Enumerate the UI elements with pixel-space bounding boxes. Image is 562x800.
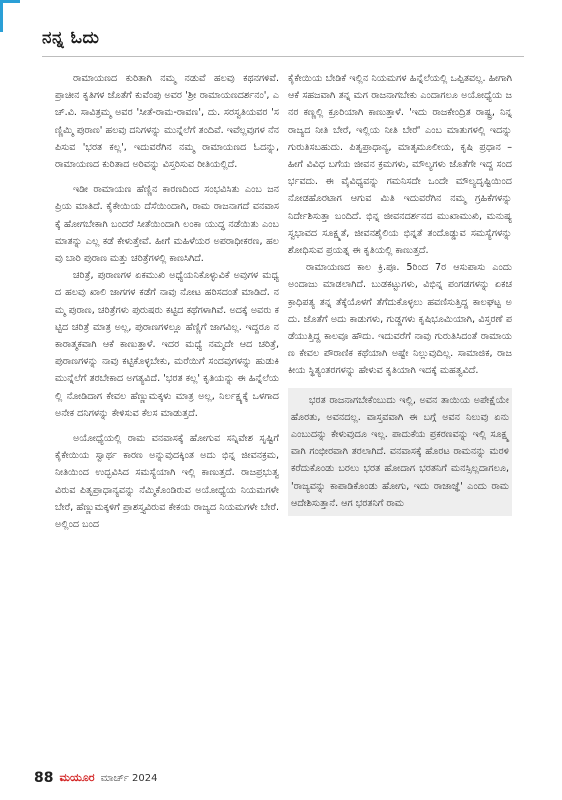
right-paragraph-1: ಕೈಕೇಯಿಯ ಬೇಡಿಕೆ ಇಲ್ಲಿನ ನಿಯಮಗಳ ಹಿನ್ನೆಲೆಯಲ್ಲಿ ಒಪ್ಪಿತವಲ್ಲ. ಹೀಗಾಗಿ ಆಕೆ ಸಹಜವಾಗಿ ತನ್ನ ಮಗ ರಾಜನಾಗಬೇಕು ಎಂದಾಗಲೂ ಅಯೋಧ್ಯೆಯ ಜನರ ಕಣ್ಣಲ್ಲಿ ಕ್ರೂರಿಯಾಗಿ ಕಾಣುತ್ತಾಳೆ. 'ಇದು ರಾಜಕೇಂದ್ರಿತ ರಾಷ್ಟ್ರ, ನಿನ್ನ ರಾಜ್ಯದ ನೀತಿ ಬೇರೆ, ಇಲ್ಲಿಯ ನೀತಿ ಬೇರೆ' ಎಂಬ ಮಾತುಗಳಲ್ಲಿ ಇದನ್ನು ಗುರುತಿಸಬಹುದು. ಪಿತೃಪ್ರಾಧಾನ್ಯ, ಮಾತೃಮೂಲೀಯ, ಕೃಷಿ ಪ್ರಧಾನ – ಹೀಗೆ ವಿವಿಧ ಬಗೆಯ ಜೀವನ ಕ್ರಮಗಳು, ಮೌಲ್ಯಗಳು ಜೊತೆಗೇ ಇದ್ದ ಸಂದರ್ಭವದು. ಈ ವೈವಿಧ್ಯವನ್ನು ಗಮನಿಸದೇ ಒಂದೇ ಮೌಲ್ಯದೃಷ್ಟಿಯಿಂದ ನೋಡಹೊರಟಾಗ ಆಗುವ ಮಿತಿ ಇದುವರೆಗಿನ ನಮ್ಮ ಗ್ರಹಿಕೆಗಳನ್ನು ನಿರ್ದೇಶಿಸುತ್ತಾ ಬಂದಿದೆ. ಭಿನ್ನ ಜೀವನದರ್ಶನದ ಮುಖಾಮುಖಿ, ಮನುಷ್ಯ ಸ್ವಭಾವದ ಸೂಕ್ಷ್ಮತೆ, ಜೀವನಶೈಲಿಯ ಭಿನ್ನತೆ ತಂದೊಡ್ಡುವ ಸಮಸ್ಯೆಗಳನ್ನು ಶೋಧಿಸುವ ಪ್ರಯತ್ನ ಈ ಕೃತಿಯಲ್ಲಿ ಕಾಣುತ್ತದೆ. [288, 73, 512, 257]
corner-accent [0, 0, 20, 32]
left-paragraph-4: ಅಯೋಧ್ಯೆಯಲ್ಲಿ ರಾಮ ವನವಾಸಕ್ಕೆ ಹೋಗುವ ಸನ್ನಿವೇಶ ಸೃಷ್ಟಿಗೆ ಕೈಕೇಯಿಯ ಸ್ವಾರ್ಥ ಕಾರಣ ಅನ್ನುವುದಕ್ಕಿಂತ ಅದು ಭಿನ್ನ ಜೀವನಕ್ರಮ, ನೀತಿಯಿಂದ ಉದ್ಭವಿಸಿದ ಸಮಸ್ಯೆಯಾಗಿ ಇಲ್ಲಿ ಕಾಣುತ್ತದೆ. ರಾಜಪ್ರಭುತ್ವವಿರುವ ಪಿತೃಪ್ರಾಧಾನ್ಯವನ್ನು ನೆಮ್ಮಿಕೊಂಡಿರುವ ಅಯೋಧ್ಯೆಯ ನಿಯಮಗಳೇ ಬೇರೆ, ಹೆಣ್ಣುಮಕ್ಕಳಿಗೆ ಪ್ರಾಶಸ್ತ್ಯವಿರುವ ಕೇಕಯ ರಾಜ್ಯದ ನಿಯಮಗಳೇ ಬೇರೆ. ಅಲ್ಲಿಂದ ಬಂದ [55, 433, 279, 531]
page-footer [34, 766, 158, 790]
left-paragraph-2: ಇಡೀ ರಾಮಾಯಣ ಹೆಣ್ಣಿನ ಕಾರಣದಿಂದ ಸಂಭವಿಸಿತು ಎಂಬ ಜನಪ್ರಿಯ ಮಾತಿದೆ. ಕೈಕೇಯಿಯ ದೆಸೆಯಿಂದಾಗಿ, ರಾಮ ರಾಜನಾಗದೆ ವನವಾಸಕ್ಕೆ ಹೋಗಬೇಕಾಗಿ ಬಂದರೆ ಸೀತೆಯಿಂದಾಗಿ ಲಂಕಾ ಯುದ್ಧ ನಡೆಯಿತು ಎಂಬ ಮಾತನ್ನು ಎಲ್ಲ ಕಡೆ ಕೇಳುತ್ತೇವೆ. ಹೀಗೆ ಮಹಿಳೆಯರ ಅಪರಾಧೀಕರಣ, ಹಲವು ಬಾರಿ ಪುರಾಣ ಮತ್ತು ಚರಿತ್ರೆಗಳಲ್ಲಿ ಕಾಣಸಿಗಿದೆ. [55, 184, 279, 265]
left-column [55, 70, 279, 775]
box-paragraph-1: ಭರತ ರಾಜನಾಗಬೇಕೆಂಬುದು ಇಲ್ಲಿ, ಅವನ ತಾಯಿಯ ಅಪೇಕ್ಷೆಯೇ ಹೊರತು, ಅವನದಲ್ಲ. ವಾಸ್ತವವಾಗಿ ಈ ಬಗ್ಗೆ ಅವನ ನಿಲುವು ಏನು ಎಂಬುದನ್ನು ಕೇಳುವುದೂ ಇಲ್ಲ. ಪಾದುಕೆಯ ಪ್ರಕರಣವನ್ನು ಇಲ್ಲಿ ಸೂಕ್ಷ್ಮವಾಗಿ ಗಂಭೀರವಾಗಿ ತರಲಾಗಿದೆ. ವನವಾಸಕ್ಕೆ ಹೊರಟ ರಾಮನನ್ನು ಮರಳಿ ಕರೆದುಕೊಂಡು ಬರಲು ಭರತ ಹೋದಾಗ ಭರತನಿಗೆ ಮನಸ್ಸಿಲ್ಲದಾಗಲೂ, 'ರಾಜ್ಯವನ್ನು ಕಾಪಾಡಿಕೊಂಡು ಹೋಗು, ಇದು ರಾಜಾಜ್ಞೆ' ಎಂದು ರಾಮ ಆದೇಶಿಸುತ್ತಾನೆ. ಆಗ ಭರತನಿಗೆ ರಾಮ [291, 394, 509, 509]
right-paragraph-2: ರಾಮಾಯಣದ ಕಾಲ ಕ್ರಿ.ಪೂ. 5ರಿಂದ 7ರ ಆಸುಪಾಸು ಎಂದು ಅಂದಾಜು ಮಾಡಲಾಗಿದೆ. ಬುಡಕಟ್ಟುಗಳು, ವಿಭಿನ್ನ ಪಂಗಡಗಳನ್ನು ಏಕಚಕ್ರಾಧಿಪತ್ಯ ತನ್ನ ತೆಕ್ಕೆಯೊಳಗೆ ತೆಗೆದುಕೊಳ್ಳಲು ಹವಣಿಸುತ್ತಿದ್ದ ಕಾಲಘಟ್ಟ ಅದು. ಜೊತೆಗೆ ಅದು ಕಾಡುಗಳು, ಗುಡ್ಡಗಳು ಕೃಷಿಭೂಮಿಯಾಗಿ, ವಿಸ್ತರಣೆ ಪಡೆಯುತ್ತಿದ್ದ ಕಾಲವೂ ಹೌದು. ಇದುವರೆಗೆ ನಾವು ಗುರುತಿಸಿದಂತೆ ರಾಮಾಯಣ ಕೇವಲ ಪೌರಾಣಿಕ ಕಥೆಯಾಗಿ ಅಷ್ಟೇ ನಿಲ್ಲುವುದಿಲ್ಲ. ಸಾಮಾಜಿಕ, ರಾಜಕೀಯ ಸ್ಥಿತ್ಯಂತರಗಳನ್ನು ಹೇಳುವ ಕೃತಿಯಾಗಿ ಇದಕ್ಕೆ ಮಹತ್ವವಿದೆ. [288, 262, 512, 377]
page-number: 88 [34, 770, 54, 786]
left-paragraph-1: ರಾಮಾಯಣದ ಕುರಿತಾಗಿ ನಮ್ಮ ನಡುವೆ ಹಲವು ಕಥನಗಳಿವೆ. ಪ್ರಾಚೀನ ಕೃತಿಗಳ ಜೊತೆಗೆ ಕುವೆಂಪು ಅವರ 'ಶ್ರೀ ರಾಮಾಯಣದರ್ಶನಂ', ಎಚ್.ವಿ. ಸಾವಿತ್ರಮ್ಮ ಅವರ 'ಸೀತೆ-ರಾಮ-ರಾವಣ', ದು. ಸರಸ್ವತಿಯವರ 'ಸಣ್ಣಿಮ್ಮಿ ಪುರಾಣ' ಹಲವು ದನಿಗಳನ್ನು ಮುನ್ನೆಲೆಗೆ ತಂದಿವೆ. ಇವೆಲ್ಲವುಗಳ ನೆನಪಿಸುವ 'ಭರತ ಕಲ್ಲ', ಇದುವರೆಗಿನ ನಮ್ಮ ರಾಮಾಯಣದ ಓದನ್ನು, ರಾಮಾಯಣದ ಕುರಿತಾದ ಅರಿವನ್ನು ವಿಸ್ತರಿಸುವ ರೀತಿಯಲ್ಲಿದೆ. [55, 73, 279, 171]
left-paragraph-3: ಚರಿತ್ರೆ, ಪುರಾಣಗಳ ಏಕಮುಖಿ ಅಧ್ಯೆಯನಿಕೊಳ್ಳುವಿಕೆ ಅವುಗಳ ಮಧ್ಯದ ಹಲವು ಖಾಲಿ ಜಾಗಗಳ ಕಡೆಗೆ ನಾವು ನೋಟ ಹರಿಸದಂತೆ ಮಾಡಿದೆ. ನಮ್ಮ ಪುರಾಣ, ಚರಿತ್ರೆಗಳು ಪುರುಷರು ಕಟ್ಟಿದ ಕಥೆಗಳಾಗಿವೆ. ಅದಕ್ಕೆ ಅವರು ಕಟ್ಟಿದ ಚರಿತ್ರೆ ಮಾತ್ರ ಅಲ್ಲ, ಪುರಾಣಗಳಲ್ಲೂ ಹೆಣ್ಣಿಗೆ ಜಾಗವಿಲ್ಲ. ಇದ್ದರೂ ನಕಾರಾತ್ಮಕವಾಗಿ ಆಕೆ ಕಾಣುತ್ತಾಳೆ. ಇದರ ಮಧ್ಯೆ ನಮ್ಮದೇ ಆದ ಚರಿತ್ರೆ, ಪುರಾಣಗಳನ್ನು ನಾವು ಕಟ್ಟಿಕೊಳ್ಳಬೇಕು, ಮರೆಯಿಗೆ ಸಂದವುಗಳನ್ನು ಹುಡುಕಿ ಮುನ್ನೆಲೆಗೆ ತರಬೇಕಾದ ಅಗತ್ಯವಿದೆ. 'ಭರತ ಕಲ್ಲ' ಕೃತಿಯನ್ನು ಈ ಹಿನ್ನೆಲೆಯಲ್ಲಿ ನೋಡಿದಾಗ ಕೇವಲ ಹೆಣ್ಣುಮಕ್ಕಳು ಮಾತ್ರ ಅಲ್ಲ, ನಿರ್ಲಕ್ಷ್ಯಕ್ಕೆ ಒಳಗಾದ ಅನೇಕ ದನಿಗಳನ್ನು ಕೇಳಿಸುವ ಕೆಲಸ ಮಾಡುತ್ತದೆ. [55, 270, 279, 419]
section-title: ನನ್ನ ಓದು [42, 28, 100, 48]
magazine-logo: ಮಯೂರ [59, 771, 95, 784]
issue-date: ಮಾರ್ಚ್ 2024 [100, 772, 158, 784]
highlight-box [288, 388, 512, 516]
right-column [288, 70, 512, 775]
title-divider [42, 56, 524, 57]
